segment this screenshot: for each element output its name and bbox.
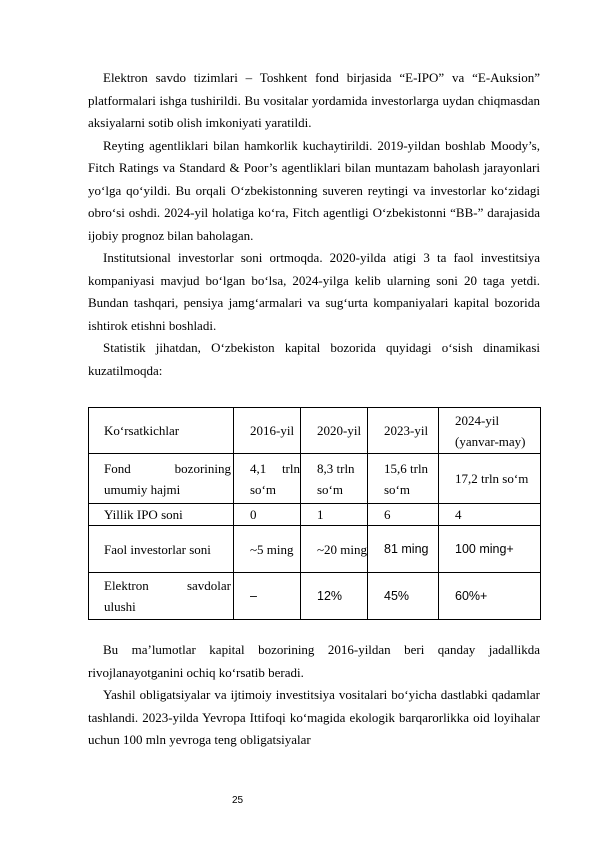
table-cell: Faol investorlar soni [89,526,234,573]
table-header-cell: Ko‘rsatkichlar [89,408,234,454]
table-cell: 15,6 trln so‘m [368,454,439,504]
table-cell: 4,1 trln so‘m [234,454,301,504]
table-row [89,573,541,620]
table-cell: Yillik IPO soni [89,504,234,526]
table-cell: 100 ming+ [439,526,541,573]
table-header-cell: 2024-yil (yanvar-may) [439,408,541,454]
paragraph-green-bonds: Yashil obligatsiyalar va ijtimoiy investitsiya vositalari bo‘yicha dastlabki qadamlar tashlandi. 2023-yilda Yevropa Ittifoqi ko‘magida ekologik barqarorlikka oid loyihalar uchun 100 mln yevroga teng obligatsiyalar [88,687,540,747]
table-header-cell: 2023-yil [368,408,439,454]
table-cell: 60%+ [439,573,541,620]
table-cell: 0 [234,504,301,526]
table-cell: 45% [368,573,439,620]
table-header-cell: 2016-yil [234,408,301,454]
table-row [89,504,541,526]
table-cell: 8,3 trln so‘m [301,454,368,504]
table-cell: 6 [368,504,439,526]
table-cell: 1 [301,504,368,526]
paragraph-institutional-investors: Institutsional investorlar soni ortmoqda. 2020-yilda atigi 3 ta faol investitsiya kompaniyasi mavjud bo‘lgan bo‘lsa, 2024-yilga kelib ularning soni 20 taga yetdi. Bundan tashqari, pensiya jamg‘armalari va sug‘urta kompaniyalari kapital bozorida ishtirok etishni boshladi. [88,250,540,333]
table-row [89,526,541,573]
table-cell: Fond bozorining umumiy hajmi [89,454,234,504]
table-cell: 4 [439,504,541,526]
capital-market-table [88,407,541,620]
body-text-top [88,67,540,382]
table-cell: ~5 ming [234,526,301,573]
table-header-row [89,408,541,454]
paragraph-statistics-intro: Statistik jihatdan, O‘zbekiston kapital bozorida quyidagi o‘sish dinamikasi kuzatilmoqda: [88,340,540,378]
table-cell: – [234,573,301,620]
table-cell: 12% [301,573,368,620]
table-cell: 17,2 trln so‘m [439,454,541,504]
table-row [89,454,541,504]
table-cell: ~20 ming [301,526,368,573]
paragraph-electronic-trading: Elektron savdo tizimlari – Toshkent fond birjasida “E-IPO” va “E-Auksion” platformalari ishga tushirildi. Bu vositalar yordamida investorlarga uydan chiqmasdan aksiyalarni sotib olish imkoniyati yaratildi. [88,70,540,130]
body-text-bottom [88,639,540,752]
table-cell: Elektron savdolar ulushi [89,573,234,620]
table-header-cell: 2020-yil [301,408,368,454]
paragraph-data-summary: Bu ma’lumotlar kapital bozorining 2016-yildan beri qanday jadallikda rivojlanayotganini ochiq ko‘rsatib beradi. [88,642,540,680]
page-number: 25 [231,795,244,806]
table-cell: 81 ming [368,526,439,573]
paragraph-rating-agencies: Reyting agentliklari bilan hamkorlik kuchaytirildi. 2019-yildan boshlab Moody’s, Fitch Ratings va Standard & Poor’s agentliklari bilan muntazam baholash jarayonlari yo‘lga qo‘yildi. Bu orqali O‘zbekistonning suveren reytingi va investorlar ko‘zidagi obro‘si oshdi. 2024-yil holatiga ko‘ra, Fitch agentligi O‘zbekistonni “BB-” darajasida ijobiy prognoz bilan baholagan. [88,137,540,243]
